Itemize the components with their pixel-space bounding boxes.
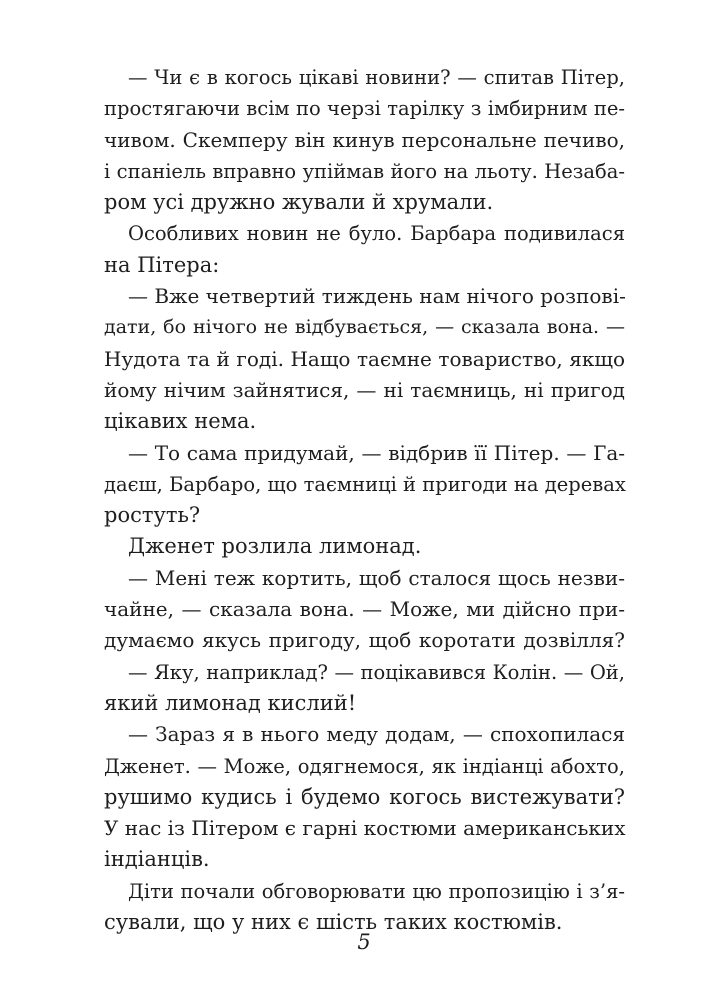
text-line: ром усі дружно жували й хрумали. xyxy=(104,190,494,215)
text-line: рушимо кудись і будемо когось вистежувати? xyxy=(104,784,625,809)
text-line: йому нічим зайнятися, — ні таємниць, ні пригод xyxy=(104,377,625,402)
text-line: який лимонад кислий! xyxy=(104,690,357,715)
text-line: Особливих новин не було. Барбара подивилася xyxy=(128,222,625,246)
text-line: У нас із Пітером є гарні костюми американських xyxy=(104,816,626,841)
text-line: ростуть? xyxy=(104,503,201,528)
text-line: і спаніель вправно упіймав його на льоту. Незаба- xyxy=(104,159,625,183)
text-line: — То сама придумай, — відбрив її Пітер. — Га- xyxy=(128,440,625,465)
text-line: цікавих нема. xyxy=(104,409,257,434)
text-line: сували, що у них є шість таких костюмів. xyxy=(104,910,563,935)
text-line: Діти почали обговорювати цю пропозицію і з’я- xyxy=(128,879,625,903)
text-line: дати, бо нічого не відбувається, — сказала вона. — xyxy=(104,316,625,339)
text-line: чайне, — сказала вона. — Може, ми дійсно при- xyxy=(104,597,625,622)
body-text xyxy=(104,62,625,938)
page-number: 5 xyxy=(357,930,371,954)
text-line: даєш, Барбаро, що таємниці й пригоди на деревах xyxy=(104,472,626,496)
text-line: індіанців. xyxy=(104,847,210,872)
text-line: — Чи є в когось цікаві новини? — спитав Пітер, xyxy=(128,66,625,89)
text-line: простягаючи всім по черзі тарілку з імбирним пе- xyxy=(104,97,625,121)
text-line: — Вже четвертий тиждень нам нічого розпові- xyxy=(128,284,626,309)
text-line: Дженет. — Може, одягнемося, як індіанці абохто, xyxy=(104,754,625,778)
text-line: Нудота та й годі. Нащо таємне товариство, якщо xyxy=(104,346,625,371)
text-line: на Пітера: xyxy=(104,252,220,277)
text-line: — Зараз я в нього меду додам, — спохопилася xyxy=(128,722,625,747)
text-line: — Мені теж кортить, щоб сталося щось незви- xyxy=(128,565,625,590)
text-line: Дженет розлила лимонад. xyxy=(128,534,422,559)
text-line: думаємо якусь пригоду, щоб коротати дозвілля? xyxy=(104,628,625,653)
text-line: чивом. Скемперу він кинув персональне печиво, xyxy=(104,127,625,152)
text-line: — Яку, наприклад? — поцікавився Колін. — Ой, xyxy=(128,660,625,684)
